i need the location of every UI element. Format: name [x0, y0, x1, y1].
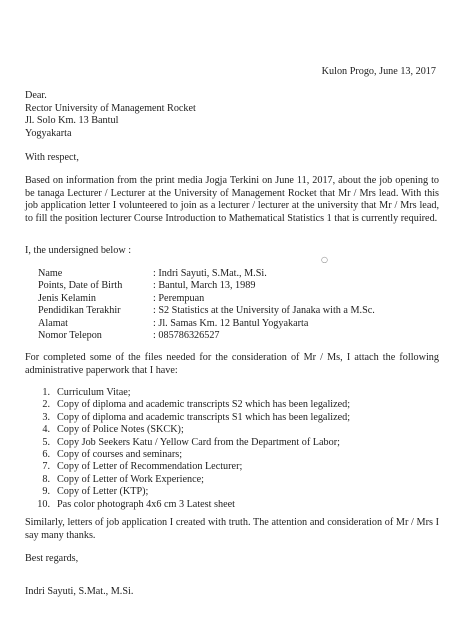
list-item-number: 9.: [42, 486, 50, 498]
list-item-text: Copy of courses and seminars;: [57, 448, 183, 460]
detail-label: Alamat: [38, 317, 68, 329]
recipient-salutation: Dear.: [25, 90, 47, 101]
recipient-street: Jl. Solo Km. 13 Bantul: [25, 115, 119, 127]
list-item-text: Pas color photograph 4x6 cm 3 Latest sheet: [57, 498, 235, 510]
list-item-number: 8.: [42, 473, 50, 485]
list-item-text: Curriculum Vitae;: [57, 387, 131, 398]
closing-salutation: Best regards,: [25, 553, 79, 564]
list-item-number: 2.: [42, 399, 50, 411]
detail-label: Jenis Kelamin: [38, 292, 97, 304]
detail-label: Name: [38, 268, 63, 279]
list-item-number: 3.: [42, 411, 50, 423]
detail-value: : Bantul, March 13, 1989: [153, 280, 256, 292]
list-item-text: Copy of Letter of Recommendation Lecturer;: [57, 461, 243, 473]
signature-name: Indri Sayuti, S.Mat., M.Si.: [25, 586, 134, 597]
attachments-intro: For completed some of the files needed for the consideration of Mr / Ms, I attach the following administrative paperwork that I have:: [25, 352, 439, 376]
detail-label: Points, Date of Birth: [38, 280, 123, 292]
list-item-text: Copy of diploma and academic transcripts S2 which has been legalized;: [57, 399, 351, 411]
recipient-name: Rector University of Management Rocket: [25, 102, 196, 114]
list-item-number: 6.: [42, 448, 50, 460]
list-item-number: 1.: [42, 387, 50, 398]
closing-paragraph: Similarly, letters of job application I created with truth. The attention and consideration of Mr / Mrs I say many thanks.: [25, 517, 439, 541]
list-item-text: Copy of Letter (KTP);: [57, 486, 149, 498]
detail-value: : S2 Statistics at the University of Janaka with a M.Sc.: [153, 305, 375, 317]
list-item-number: 7.: [42, 461, 50, 473]
list-item-text: Copy of Police Notes (SKCK);: [57, 424, 184, 436]
list-item-text: Copy Job Seekers Katu / Yellow Card from the Department of Labor;: [57, 436, 340, 448]
detail-value: : Jl. Samas Km. 12 Bantul Yogyakarta: [153, 317, 309, 329]
list-item-number: 4.: [42, 424, 50, 436]
recipient-block: [25, 90, 439, 140]
detail-value: : Perempuan: [153, 292, 205, 304]
detail-value: : 085786326527: [153, 329, 220, 341]
greeting: With respect,: [25, 152, 79, 163]
detail-label: Nomor Telepon: [38, 329, 102, 341]
intro-paragraph: Based on information from the print media Jogja Terkini on June 11, 2017, about the job opening to be tanaga Lecturer / Lecturer at the University of Management Rocket that Mr / Mrs lead. With this job application letter I volunteered to join as a lecturer / lecturer at the university that Mr / Mrs lead, to fill the position lecturer Course Introduction to Mathematical Statistics 1 that is currently required.: [25, 175, 439, 224]
undersigned-line: I, the undersigned below :: [25, 245, 132, 256]
detail-value: : Indri Sayuti, S.Mat., M.Si.: [153, 268, 267, 279]
circle-mark-icon: ○: [321, 255, 328, 264]
detail-label: Pendidikan Terakhir: [38, 305, 121, 317]
letter-date: Kulon Progo, June 13, 2017: [321, 66, 436, 77]
list-item-number: 10.: [37, 498, 50, 510]
recipient-city: Yogyakarta: [25, 127, 72, 139]
list-item-number: 5.: [42, 436, 50, 448]
list-item-text: Copy of Letter of Work Experience;: [57, 473, 204, 485]
list-item-text: Copy of diploma and academic transcripts S1 which has been legalized;: [57, 411, 351, 423]
